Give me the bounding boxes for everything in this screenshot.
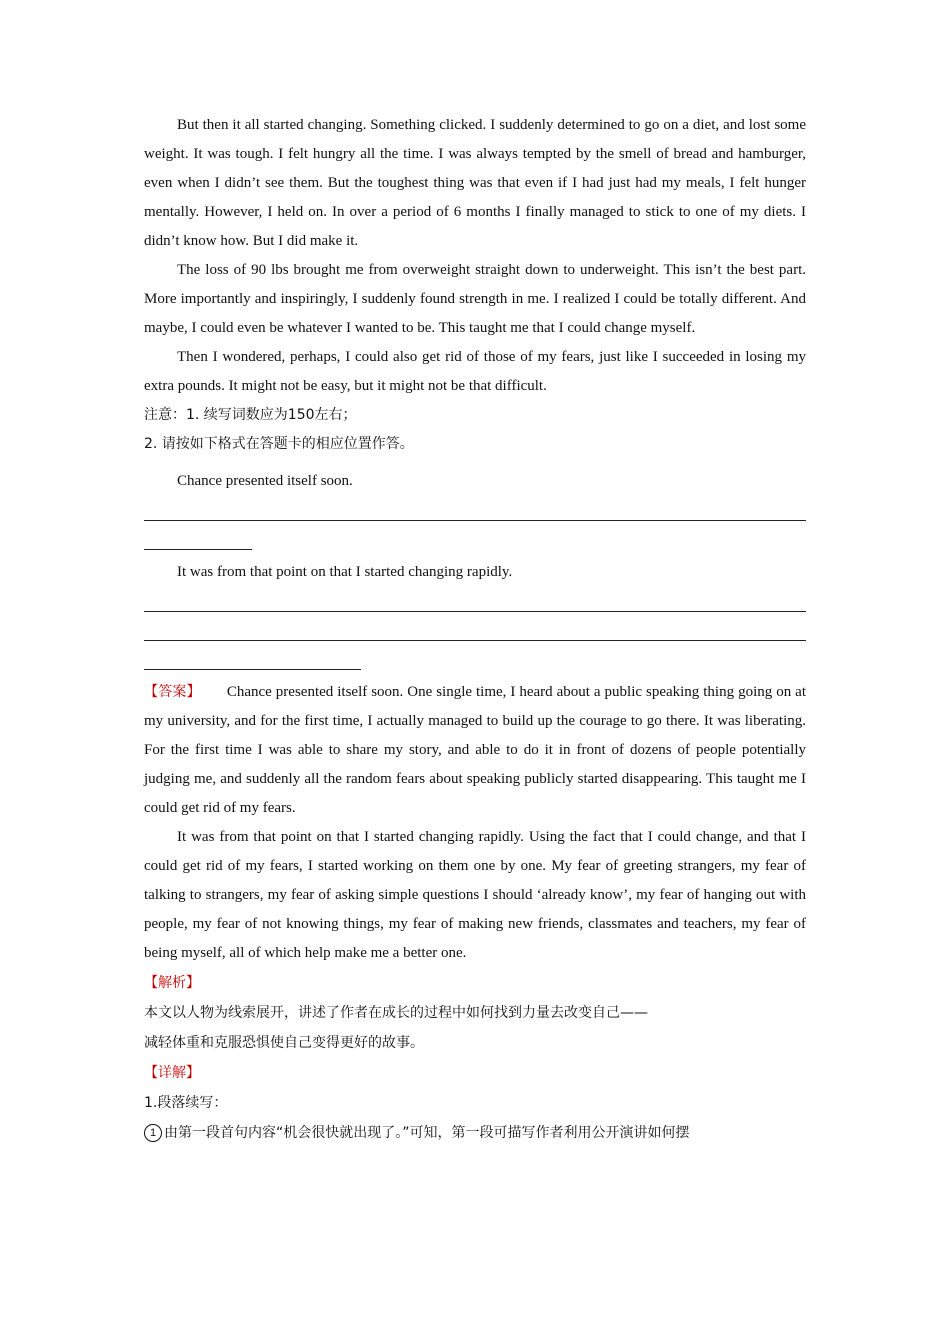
analysis-line-2: 减轻体重和克服恐惧使自己变得更好的故事。 (144, 1035, 424, 1051)
answer-line (144, 640, 806, 641)
circled-number-icon: 1 (144, 1124, 162, 1142)
note-word-count: 注意：1. 续写词数应为150左右； (144, 407, 357, 423)
detail-item-1 (144, 1118, 806, 1148)
note-format: 2. 请按如下格式在答题卡的相应位置作答。 (144, 436, 414, 452)
analysis-heading (144, 968, 806, 998)
detail-heading (144, 1058, 806, 1088)
detail-item-1-text: 由第一段首句内容“机会很快就出现了。”可知，第一段可描写作者利用公开演讲如何摆 (164, 1125, 690, 1141)
answer-line (144, 611, 806, 612)
analysis-tag: 【解析】 (144, 975, 200, 991)
prompt-first-paragraph: Chance presented itself soon. (177, 473, 353, 489)
answer-line-mid (144, 669, 361, 670)
answer-paragraph-1 (144, 678, 806, 823)
answer-paragraph-2: It was from that point on that I started changing rapidly. Using the fact that I could change, and that I could get rid of my fears, I started working on them one by one. My fear of greeting strangers, my fear of talking to strangers, my fear of asking simple questions I should ‘already know’, my fear of hanging out with people, my fear of not knowing things, my fear of making new friends, classmates and teachers, my fear of being myself, all of which help make me a better one. (144, 829, 806, 961)
answer-tag: 【答案】 (144, 684, 201, 700)
analysis-line-1: 本文以人物为线索展开，讲述了作者在成长的过程中如何找到力量去改变自己—— (144, 1005, 648, 1021)
story-paragraph-3: Then I wondered, perhaps, I could also get rid of those of my fears, just like I succeeded in losing my extra pounds. It might not be easy, but it might not be that difficult. (144, 349, 806, 394)
answer-text-1: Chance presented itself soon. One single time, I heard about a public speaking thing going on at my university, and for the first time, I actually managed to build up the courage to go there. It was liberating. For the first time I was able to share my story, and able to do it in front of dozens of people potentially judging me, and suddenly all the random fears about speaking publicly started disappearing. This taught me I could get rid of my fears. (144, 684, 806, 816)
story-paragraph-1: But then it all started changing. Something clicked. I suddenly determined to go on a diet, and lost some weight. It was tough. I felt hungry all the time. I was always tempted by the smell of bread and hamburger, even when I didn’t see them. But the toughest thing was that even if I had just had my meals, I felt hunger mentally. However, I held on. In over a period of 6 months I finally managed to stick to one of my diets. I didn’t know how. But I did make it. (144, 117, 806, 249)
answer-line (144, 520, 806, 521)
prompt-second-paragraph: It was from that point on that I started changing rapidly. (177, 564, 513, 580)
detail-subheading: 1.段落续写： (144, 1095, 228, 1111)
detail-tag: 【详解】 (144, 1065, 200, 1081)
story-paragraph-2: The loss of 90 lbs brought me from overweight straight down to underweight. This isn’t the best part. More importantly and inspiringly, I suddenly found strength in me. I realized I could be totally different. And maybe, I could even be whatever I wanted to be. This taught me that I could change myself. (144, 262, 806, 336)
document-page (144, 111, 806, 1148)
